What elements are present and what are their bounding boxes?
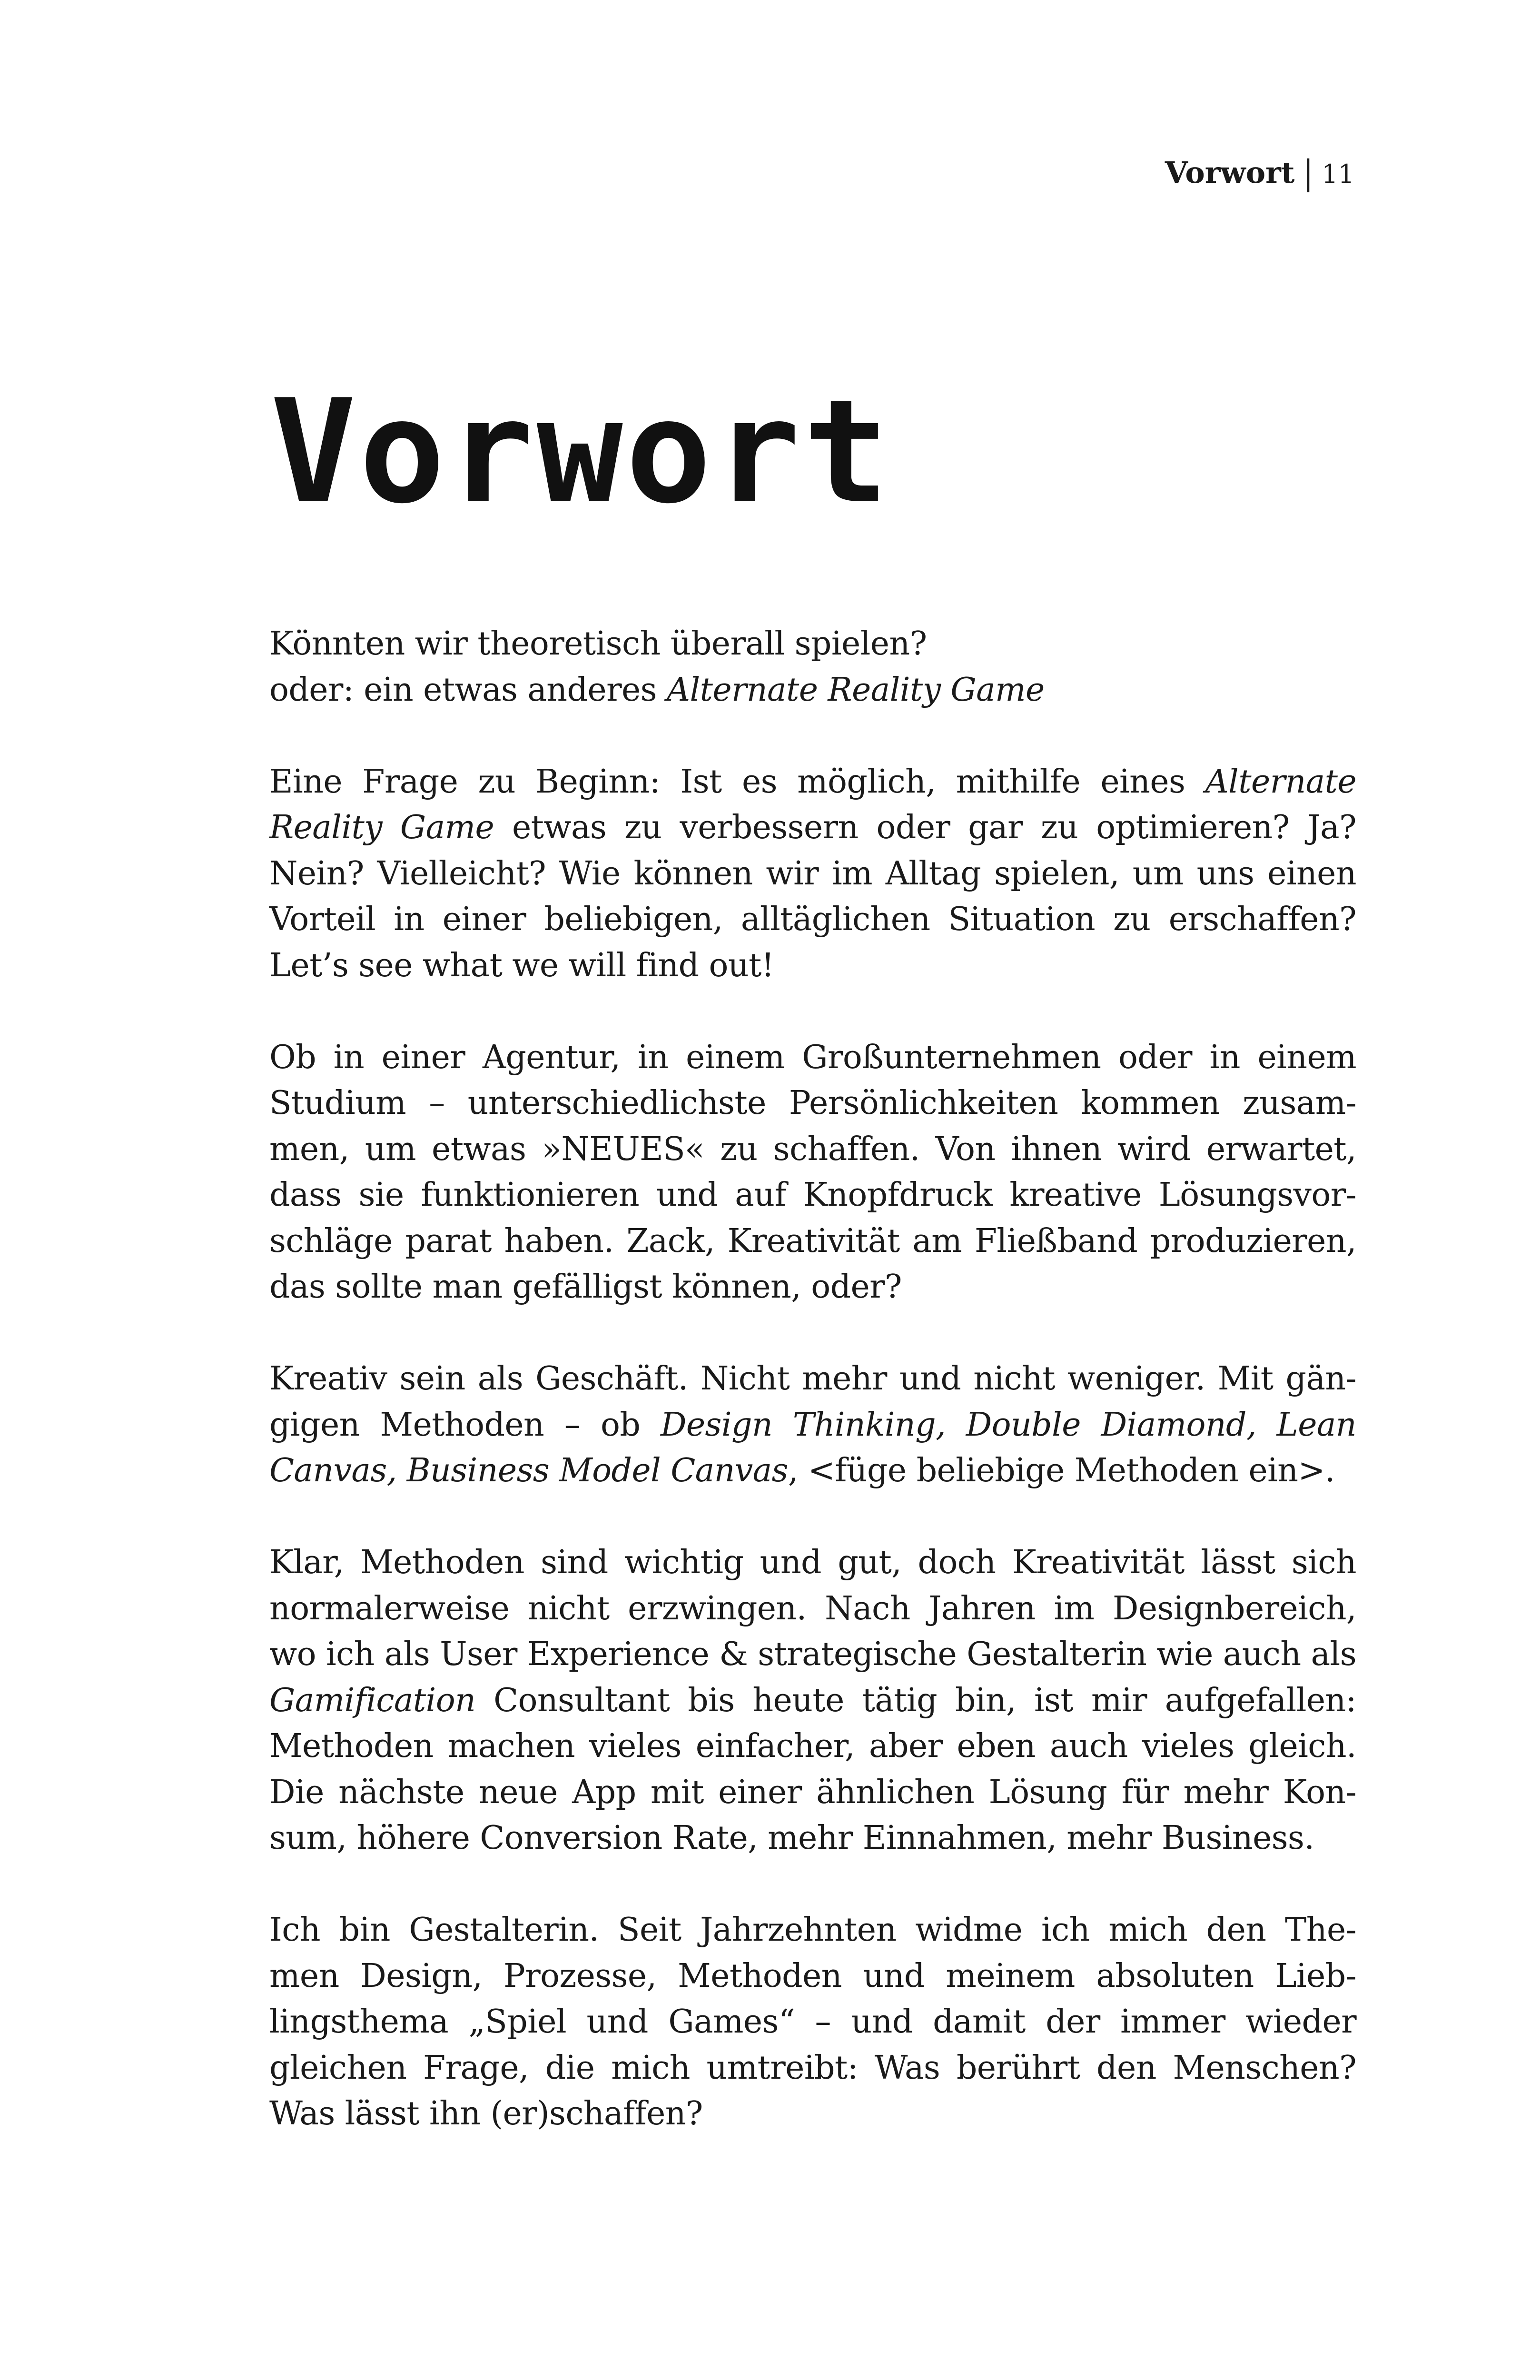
italic-text: Canvas, Business Model Canvas	[269, 1452, 788, 1489]
text-segment: das sollte man gefälligst können, oder?	[269, 1268, 902, 1306]
text-line	[269, 805, 1356, 851]
text-line	[269, 1219, 1356, 1265]
text-line	[269, 851, 1356, 897]
text-line	[269, 1127, 1356, 1173]
text-line	[269, 897, 1356, 943]
italic-text: Reality Game	[269, 809, 494, 846]
text-segment: , <füge beliebige Methoden ein>.	[788, 1452, 1335, 1489]
text-line	[269, 1770, 1356, 1816]
text-line	[269, 1081, 1356, 1127]
text-line	[269, 759, 1356, 805]
italic-text: Alternate Reality Game	[666, 671, 1045, 709]
text-segment: dass sie funktionieren und auf Knopfdruck kreative Lösungsvor-	[269, 1176, 1356, 1214]
text-segment: wo ich als User Experience & strategische Gestalterin wie auch als	[269, 1636, 1356, 1673]
paragraph-p3	[269, 1356, 1356, 1494]
text-segment: Consultant bis heute tätig bin, ist mir aufgefallen:	[475, 1681, 1356, 1719]
text-line	[269, 943, 1356, 989]
text-segment: Ob in einer Agentur, in einem Großunternehmen oder in einem	[269, 1038, 1356, 1076]
text-segment: etwas zu verbessern oder gar zu optimieren? Ja?	[494, 809, 1356, 846]
text-line	[269, 1954, 1356, 2000]
text-segment: Studium – unterschiedlichste Persönlichkeiten kommen zusam-	[269, 1084, 1356, 1122]
text-segment: oder: ein etwas anderes	[269, 671, 667, 709]
text-line	[269, 1815, 1356, 1862]
page-number: 11	[1322, 159, 1354, 189]
text-segment: lingsthema „Spiel und Games“ – und damit der immer wieder	[269, 2003, 1356, 2041]
text-line	[269, 1172, 1356, 1219]
text-segment: Nein? Vielleicht? Wie können wir im Alltag spielen, um uns einen	[269, 854, 1356, 892]
running-head-title: Vorwort	[1165, 155, 1295, 190]
italic-text: Gamification	[269, 1681, 476, 1719]
paragraph-p4	[269, 1540, 1356, 1862]
text-line	[269, 1540, 1356, 1586]
text-line	[269, 667, 1356, 714]
paragraph-p2	[269, 1035, 1356, 1310]
text-segment: Kreativ sein als Geschäft. Nicht mehr und nicht weniger. Mit gän-	[269, 1360, 1356, 1398]
text-segment: sum, höhere Conversion Rate, mehr Einnahmen, mehr Business.	[269, 1819, 1314, 1857]
paragraph-p1	[269, 759, 1356, 989]
text-line	[269, 1678, 1356, 1724]
paragraph-p5	[269, 1907, 1356, 2137]
text-line	[269, 1724, 1356, 1770]
text-line	[269, 1402, 1356, 1448]
text-line	[269, 1999, 1356, 2045]
body-text	[269, 621, 1356, 2183]
text-line	[269, 2045, 1356, 2092]
text-segment: Ich bin Gestalterin. Seit Jahrzehnten widme ich mich den The-	[269, 1911, 1356, 1949]
text-segment: normalerweise nicht erzwingen. Nach Jahren im Designbereich,	[269, 1589, 1356, 1627]
running-head-separator: |	[1303, 152, 1313, 193]
text-line	[269, 1448, 1356, 1494]
text-segment: Eine Frage zu Beginn: Ist es möglich, mithilfe eines	[269, 763, 1205, 801]
text-segment: men Design, Prozesse, Methoden und meinem absoluten Lieb-	[269, 1957, 1356, 1995]
text-segment: Let’s see what we will find out!	[269, 946, 774, 984]
text-line	[269, 1264, 1356, 1310]
text-segment: Was lässt ihn (er)schaffen?	[269, 2095, 703, 2132]
text-line	[269, 1035, 1356, 1081]
text-segment: Methoden machen vieles einfacher, aber eben auch vieles gleich.	[269, 1727, 1356, 1765]
text-segment: Die nächste neue App mit einer ähnlichen Lösung für mehr Kon-	[269, 1773, 1356, 1811]
chapter-title: Vorwort	[270, 369, 892, 535]
text-line	[269, 1632, 1356, 1678]
text-segment: gleichen Frage, die mich umtreibt: Was berührt den Menschen?	[269, 2049, 1356, 2087]
paragraph-intro	[269, 621, 1356, 713]
text-line	[269, 1356, 1356, 1402]
text-line	[269, 2091, 1356, 2137]
text-segment: Vorteil in einer beliebigen, alltäglichen Situation zu erschaffen?	[269, 901, 1356, 938]
italic-text: Design Thinking, Double Diamond, Lean	[661, 1406, 1356, 1444]
text-segment: men, um etwas »NEUES« zu schaffen. Von ihnen wird erwartet,	[269, 1130, 1356, 1168]
text-line	[269, 1586, 1356, 1632]
italic-text: Alternate	[1205, 763, 1356, 801]
text-segment: Könnten wir theoretisch überall spielen?	[269, 625, 927, 663]
text-segment: gigen Methoden – ob	[269, 1406, 661, 1444]
text-segment: Klar, Methoden sind wichtig und gut, doch Kreativität lässt sich	[269, 1544, 1356, 1581]
running-head	[1165, 152, 1354, 193]
text-line	[269, 621, 1356, 667]
text-segment: schläge parat haben. Zack, Kreativität am Fließband produzieren,	[269, 1222, 1356, 1260]
text-line	[269, 1907, 1356, 1954]
